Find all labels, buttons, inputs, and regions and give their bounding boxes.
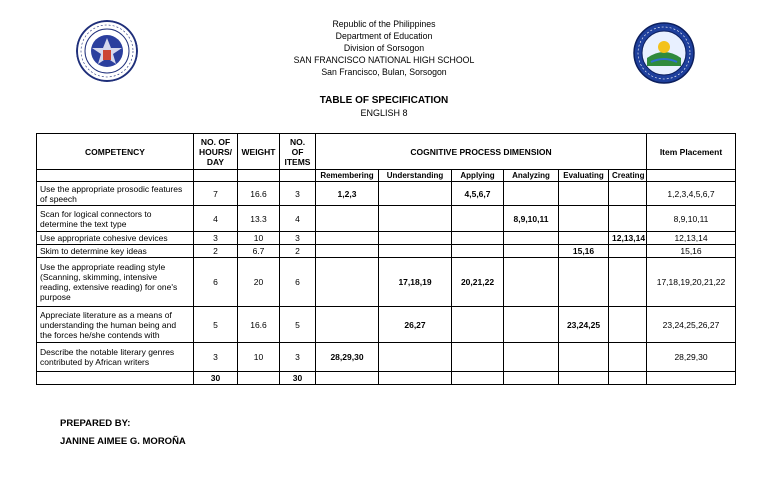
applying-cell bbox=[452, 245, 504, 258]
hours-cell: 6 bbox=[194, 258, 238, 307]
hours-cell: 3 bbox=[194, 232, 238, 245]
totals-blank bbox=[609, 372, 647, 385]
evaluating-cell bbox=[559, 343, 609, 372]
totals-row bbox=[37, 372, 736, 385]
creating-cell bbox=[609, 182, 647, 206]
table-header-row bbox=[37, 134, 736, 170]
evaluating-cell bbox=[559, 232, 609, 245]
header-placement: Item Placement bbox=[647, 134, 736, 170]
items-cell: 4 bbox=[280, 206, 316, 232]
header-blank bbox=[280, 170, 316, 182]
header-weight: WEIGHT bbox=[238, 134, 280, 170]
hours-cell: 5 bbox=[194, 307, 238, 343]
weight-cell: 10 bbox=[238, 232, 280, 245]
totals-blank bbox=[316, 372, 379, 385]
items-cell: 2 bbox=[280, 245, 316, 258]
analyzing-cell bbox=[504, 182, 559, 206]
header-blank bbox=[37, 170, 194, 182]
creating-cell bbox=[609, 206, 647, 232]
analyzing-cell bbox=[504, 245, 559, 258]
items-cell: 5 bbox=[280, 307, 316, 343]
placement-cell: 17,18,19,20,21,22 bbox=[647, 258, 736, 307]
document-header bbox=[0, 19, 768, 79]
level-analyzing: Analyzing bbox=[504, 170, 559, 182]
competency-cell: Use appropriate cohesive devices bbox=[37, 232, 194, 245]
total-hours: 30 bbox=[194, 372, 238, 385]
total-items: 30 bbox=[280, 372, 316, 385]
understanding-cell bbox=[379, 232, 452, 245]
understanding-cell bbox=[379, 343, 452, 372]
creating-cell bbox=[609, 343, 647, 372]
competency-cell: Skim to determine key ideas bbox=[37, 245, 194, 258]
totals-blank bbox=[379, 372, 452, 385]
analyzing-cell: 8,9,10,11 bbox=[504, 206, 559, 232]
placement-cell: 12,13,14 bbox=[647, 232, 736, 245]
remembering-cell bbox=[316, 245, 379, 258]
understanding-cell bbox=[379, 206, 452, 232]
hours-cell: 3 bbox=[194, 343, 238, 372]
hours-cell: 4 bbox=[194, 206, 238, 232]
analyzing-cell bbox=[504, 307, 559, 343]
table-row bbox=[37, 182, 736, 206]
table-row bbox=[37, 245, 736, 258]
table-row bbox=[37, 343, 736, 372]
applying-cell: 20,21,22 bbox=[452, 258, 504, 307]
evaluating-cell: 15,16 bbox=[559, 245, 609, 258]
table-row bbox=[37, 206, 736, 232]
remembering-cell bbox=[316, 232, 379, 245]
level-understanding: Understanding bbox=[379, 170, 452, 182]
level-evaluating: Evaluating bbox=[559, 170, 609, 182]
totals-blank bbox=[238, 372, 280, 385]
competency-cell: Appreciate literature as a means of understanding the human being and the forces he/she contends with bbox=[37, 307, 194, 343]
header-line: San Francisco, Bulan, Sorsogon bbox=[321, 67, 447, 78]
creating-cell: 12,13,14 bbox=[609, 232, 647, 245]
weight-cell: 16.6 bbox=[238, 182, 280, 206]
level-creating: Creating bbox=[609, 170, 647, 182]
remembering-cell bbox=[316, 206, 379, 232]
table-subheader-row bbox=[37, 170, 736, 182]
weight-cell: 6.7 bbox=[238, 245, 280, 258]
level-remembering: Remembering bbox=[316, 170, 379, 182]
items-cell: 6 bbox=[280, 258, 316, 307]
placement-cell: 28,29,30 bbox=[647, 343, 736, 372]
creating-cell bbox=[609, 258, 647, 307]
document-subtitle: ENGLISH 8 bbox=[360, 108, 408, 118]
hours-cell: 2 bbox=[194, 245, 238, 258]
totals-blank bbox=[452, 372, 504, 385]
table-row bbox=[37, 232, 736, 245]
specification-table bbox=[36, 133, 736, 385]
competency-cell: Use the appropriate prosodic features of speech bbox=[37, 182, 194, 206]
applying-cell bbox=[452, 307, 504, 343]
evaluating-cell bbox=[559, 182, 609, 206]
placement-cell: 23,24,25,26,27 bbox=[647, 307, 736, 343]
totals-blank bbox=[37, 372, 194, 385]
header-line: Department of Education bbox=[335, 31, 433, 42]
table-row bbox=[37, 307, 736, 343]
understanding-cell bbox=[379, 245, 452, 258]
header-blank bbox=[194, 170, 238, 182]
header-line: SAN FRANCISCO NATIONAL HIGH SCHOOL bbox=[293, 55, 475, 66]
applying-cell bbox=[452, 232, 504, 245]
creating-cell bbox=[609, 307, 647, 343]
header-blank bbox=[647, 170, 736, 182]
applying-cell: 4,5,6,7 bbox=[452, 182, 504, 206]
evaluating-cell bbox=[559, 258, 609, 307]
analyzing-cell bbox=[504, 258, 559, 307]
totals-blank bbox=[647, 372, 736, 385]
header-line: Republic of the Philippines bbox=[332, 19, 436, 30]
competency-cell: Scan for logical connectors to determine the text type bbox=[37, 206, 194, 232]
table-row bbox=[37, 258, 736, 307]
applying-cell bbox=[452, 343, 504, 372]
hours-cell: 7 bbox=[194, 182, 238, 206]
placement-cell: 1,2,3,4,5,6,7 bbox=[647, 182, 736, 206]
header-items: NO. OF ITEMS bbox=[280, 134, 316, 170]
header-competency: COMPETENCY bbox=[37, 134, 194, 170]
remembering-cell bbox=[316, 307, 379, 343]
analyzing-cell bbox=[504, 232, 559, 245]
weight-cell: 20 bbox=[238, 258, 280, 307]
header-blank bbox=[238, 170, 280, 182]
totals-blank bbox=[559, 372, 609, 385]
placement-cell: 15,16 bbox=[647, 245, 736, 258]
remembering-cell: 1,2,3 bbox=[316, 182, 379, 206]
items-cell: 3 bbox=[280, 343, 316, 372]
header-line: Division of Sorsogon bbox=[343, 43, 425, 54]
competency-cell: Describe the notable literary genres contributed by African writers bbox=[37, 343, 194, 372]
placement-cell: 8,9,10,11 bbox=[647, 206, 736, 232]
preparer-name: JANINE AIMEE G. MOROÑA bbox=[60, 436, 186, 447]
understanding-cell: 17,18,19 bbox=[379, 258, 452, 307]
weight-cell: 10 bbox=[238, 343, 280, 372]
items-cell: 3 bbox=[280, 232, 316, 245]
evaluating-cell bbox=[559, 206, 609, 232]
items-cell: 3 bbox=[280, 182, 316, 206]
analyzing-cell bbox=[504, 343, 559, 372]
understanding-cell: 26,27 bbox=[379, 307, 452, 343]
evaluating-cell: 23,24,25 bbox=[559, 307, 609, 343]
applying-cell bbox=[452, 206, 504, 232]
weight-cell: 13.3 bbox=[238, 206, 280, 232]
weight-cell: 16.6 bbox=[238, 307, 280, 343]
prepared-by-label: PREPARED BY: bbox=[60, 418, 131, 429]
understanding-cell bbox=[379, 182, 452, 206]
creating-cell bbox=[609, 245, 647, 258]
level-applying: Applying bbox=[452, 170, 504, 182]
document-title: TABLE OF SPECIFICATION bbox=[319, 95, 449, 106]
header-hours: NO. OF HOURS/ DAY bbox=[194, 134, 238, 170]
remembering-cell: 28,29,30 bbox=[316, 343, 379, 372]
remembering-cell bbox=[316, 258, 379, 307]
header-cognitive: COGNITIVE PROCESS DIMENSION bbox=[316, 134, 647, 170]
competency-cell: Use the appropriate reading style (Scanning, skimming, intensive reading, extensive reading) for one's purpose bbox=[37, 258, 194, 307]
totals-blank bbox=[504, 372, 559, 385]
